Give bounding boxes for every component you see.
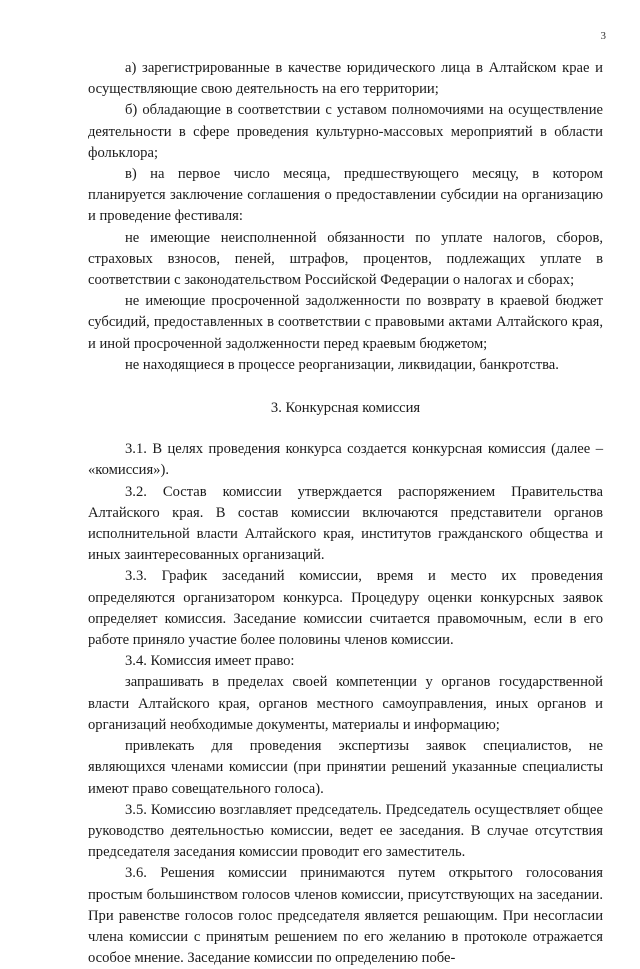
paragraph-3-6: 3.6. Решения комиссии принимаются путем открытого голосования простым большинством голосов членов комиссии, присутствующих на заседании. При равенстве голосов голос председателя является решающим. При несогласии члена комиссии с принятым решением по его желанию в протоколе отражается особое мнение. Заседание комиссии по определению побе- (88, 865, 603, 967)
paragraph-3-4-request: запрашивать в пределах своей компетенции у органов государственной власти Алтайского края, органов местного самоуправления, иных органов и организаций необходимые документы, материалы и информацию; (88, 674, 603, 733)
paragraph-3-3: 3.3. График заседаний комиссии, время и место их проведения определяются организатором конкурса. Процедуру оценки конкурсных заявок определяет комиссия. Заседание комиссии считается правомочным, если в его работе приняло участие более половины членов комиссии. (88, 568, 603, 649)
paragraph-3-5: 3.5. Комиссию возглавляет председатель. Председатель осуществляет общее руководство деятельностью комиссии, ведет ее заседания. В случае отсутствия председателя заседания комиссии проводит его заместитель. (88, 801, 603, 861)
paragraph-3-1: 3.1. В целях проведения конкурса создается конкурсная комиссия (далее – «комиссия»). (88, 441, 603, 479)
section-heading: 3. Конкурсная комиссия (270, 400, 421, 417)
paragraph-3-4: 3.4. Комиссия имеет право: (125, 653, 295, 670)
paragraph-criteria-b: б) обладающие в соответствии с уставом полномочиями на осуществление деятельности в сфере проведения культурно-массовых мероприятий в области фольклора; (88, 102, 603, 161)
paragraph-criteria-a: а) зарегистрированные в качестве юридического лица в Алтайском крае и осуществляющие свою деятельность на его территории; (88, 60, 603, 98)
paragraph-not-in-liquidation: не находящиеся в процессе реорганизации, ликвидации, банкротства. (125, 356, 559, 373)
paragraph-3-2: 3.2. Состав комиссии утверждается распоряжением Правительства Алтайского края. В состав комиссии включаются представители органов исполнительной власти Алтайского края, институтов гражданского общества и иных заинтересованных организаций. (88, 483, 603, 564)
document-body (88, 58, 603, 969)
page-number: 3 (600, 30, 606, 42)
paragraph-no-tax-debt: не имеющие неисполненной обязанности по уплате налогов, сборов, страховых взносов, пеней, штрафов, процентов, подлежащих уплате в соответствии с законодательством Российской Федерации о налогах и сборах; (88, 229, 603, 289)
paragraph-no-overdue-debt: не имеющие просроченной задолженности по возврату в краевой бюджет субсидий, предоставленных в соответствии с правовыми актами Алтайского края, и иной просроченной задолженности перед краевым бюджетом; (88, 293, 603, 352)
paragraph-criteria-c: в) на первое число месяца, предшествующего месяцу, в котором планируется заключение соглашения о предоставлении субсидии на организацию и проведение фестиваля: (88, 166, 603, 225)
paragraph-3-4-involve: привлекать для проведения экспертизы заявок специалистов, не являющихся членами комиссии (при принятии решений указанные специалисты имеют право совещательного голоса). (88, 738, 603, 797)
